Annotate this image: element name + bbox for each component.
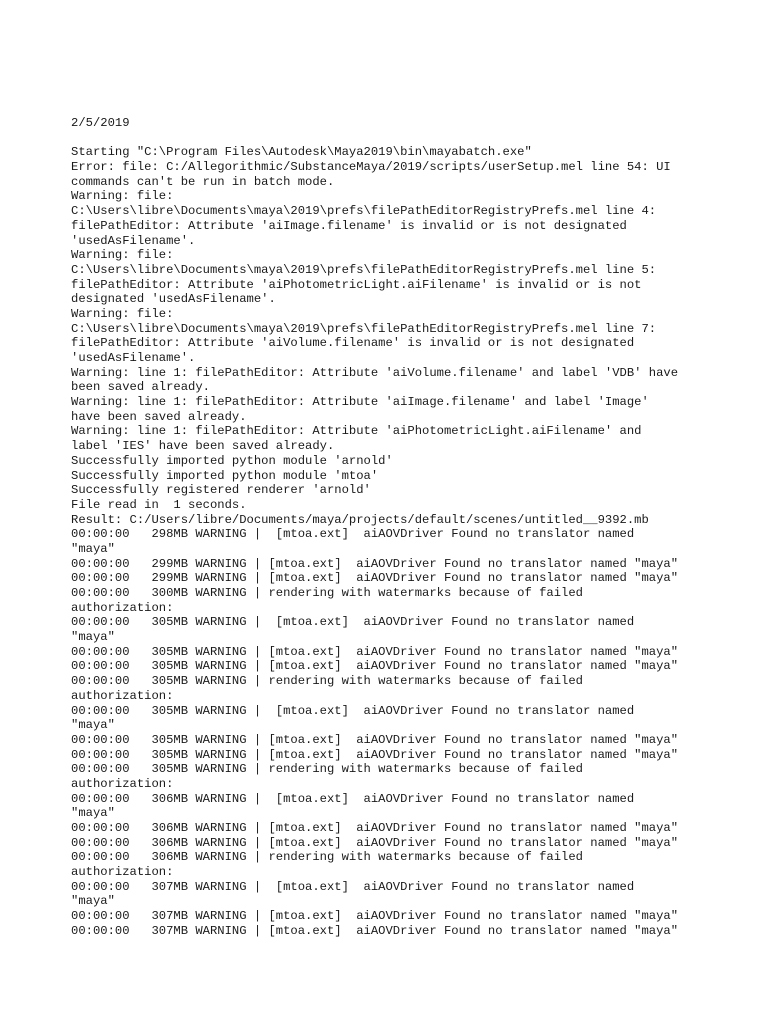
- log-line: Successfully imported python module 'arnold': [71, 453, 393, 468]
- log-line: Error: file: C:/Allegorithmic/SubstanceMaya/2019/scripts/userSetup.mel line 54: UI: [71, 160, 671, 175]
- log-line: 'usedAsFilename'.: [71, 233, 196, 248]
- log-line: been saved already.: [71, 380, 210, 395]
- log-line: Warning: line 1: filePathEditor: Attribute 'aiVolume.filename' and label 'VDB' have: [71, 365, 679, 380]
- log-line: 00:00:00 300MB WARNING | rendering with watermarks because of failed: [71, 586, 583, 600]
- log-line: "maya": [71, 894, 115, 909]
- log-line: authorization:: [71, 865, 174, 880]
- log-line: Result: C:/Users/libre/Documents/maya/projects/default/scenes/untitled__9392.mb: [71, 512, 649, 527]
- log-line: [71, 131, 761, 146]
- log-line: designated 'usedAsFilename'.: [71, 292, 276, 307]
- log-line: label 'IES' have been saved already.: [71, 439, 335, 454]
- log-line: C:\Users\libre\Documents\maya\2019\prefs\filePathEditorRegistryPrefs.mel line 7:: [71, 321, 657, 336]
- log-line: Successfully registered renderer 'arnold': [71, 483, 371, 498]
- log-line: Warning: line 1: filePathEditor: Attribute 'aiImage.filename' and label 'Image': [71, 395, 649, 410]
- log-line: authorization:: [71, 688, 174, 703]
- log-line: authorization:: [71, 600, 174, 615]
- log-line: "maya": [71, 718, 115, 733]
- log-line: filePathEditor: Attribute 'aiImage.filename' is invalid or is not designated: [71, 218, 627, 233]
- log-text-body: [71, 116, 761, 939]
- log-line: 00:00:00 305MB WARNING | [mtoa.ext] aiAOVDriver Found no translator named: [71, 615, 635, 630]
- log-line: "maya": [71, 806, 115, 821]
- log-line: C:\Users\libre\Documents\maya\2019\prefs\filePathEditorRegistryPrefs.mel line 4:: [71, 204, 657, 219]
- log-line: 00:00:00 307MB WARNING | [mtoa.ext] aiAOVDriver Found no translator named "maya": [71, 923, 679, 938]
- log-line: C:\Users\libre\Documents\maya\2019\prefs\filePathEditorRegistryPrefs.mel line 5:: [71, 262, 657, 277]
- log-line: Successfully imported python module 'mtoa': [71, 468, 379, 483]
- log-line: 00:00:00 305MB WARNING | [mtoa.ext] aiAOVDriver Found no translator named "maya": [71, 732, 679, 747]
- log-line: Warning: file:: [71, 189, 174, 204]
- log-line: have been saved already.: [71, 409, 247, 424]
- log-line: 00:00:00 306MB WARNING | [mtoa.ext] aiAOVDriver Found no translator named "maya": [71, 835, 679, 850]
- log-line: 'usedAsFilename'.: [71, 351, 196, 365]
- log-line: 00:00:00 305MB WARNING | [mtoa.ext] aiAOVDriver Found no translator named: [71, 703, 635, 718]
- log-line: 00:00:00 298MB WARNING | [mtoa.ext] aiAOVDriver Found no translator named: [71, 527, 635, 542]
- log-line: 00:00:00 305MB WARNING | [mtoa.ext] aiAOVDriver Found no translator named "maya": [71, 659, 679, 674]
- log-line: commands can't be run in batch mode.: [71, 174, 335, 189]
- log-line: File read in 1 seconds.: [71, 497, 247, 512]
- log-line: filePathEditor: Attribute 'aiPhotometricLight.aiFilename' is invalid or is not: [71, 277, 642, 292]
- log-line: authorization:: [71, 776, 174, 791]
- log-line: 00:00:00 299MB WARNING | [mtoa.ext] aiAOVDriver Found no translator named "maya": [71, 556, 679, 571]
- log-line: Warning: line 1: filePathEditor: Attribute 'aiPhotometricLight.aiFilename' and: [71, 424, 642, 439]
- log-line: 00:00:00 306MB WARNING | rendering with watermarks because of failed: [71, 850, 583, 865]
- log-line: 2/5/2019: [71, 116, 130, 130]
- log-line: 00:00:00 306MB WARNING | [mtoa.ext] aiAOVDriver Found no translator named: [71, 791, 635, 806]
- log-line: Warning: file:: [71, 248, 174, 263]
- log-line: Starting "C:\Program Files\Autodesk\Maya2019\bin\mayabatch.exe": [71, 145, 532, 160]
- log-line: "maya": [71, 630, 115, 645]
- log-line: 00:00:00 305MB WARNING | rendering with watermarks because of failed: [71, 762, 583, 777]
- log-line: 00:00:00 305MB WARNING | [mtoa.ext] aiAOVDriver Found no translator named "maya": [71, 644, 679, 659]
- log-line: 00:00:00 307MB WARNING | [mtoa.ext] aiAOVDriver Found no translator named "maya": [71, 909, 679, 924]
- log-line: Warning: file:: [71, 306, 174, 321]
- log-line: "maya": [71, 541, 115, 556]
- log-line: 00:00:00 306MB WARNING | [mtoa.ext] aiAOVDriver Found no translator named "maya": [71, 821, 679, 835]
- log-line: filePathEditor: Attribute 'aiVolume.filename' is invalid or is not designated: [71, 336, 635, 351]
- log-line: 00:00:00 307MB WARNING | [mtoa.ext] aiAOVDriver Found no translator named: [71, 879, 635, 894]
- log-line: 00:00:00 299MB WARNING | [mtoa.ext] aiAOVDriver Found no translator named "maya": [71, 571, 679, 586]
- log-line: 00:00:00 305MB WARNING | rendering with watermarks because of failed: [71, 674, 583, 689]
- log-line: 00:00:00 305MB WARNING | [mtoa.ext] aiAOVDriver Found no translator named "maya": [71, 747, 679, 762]
